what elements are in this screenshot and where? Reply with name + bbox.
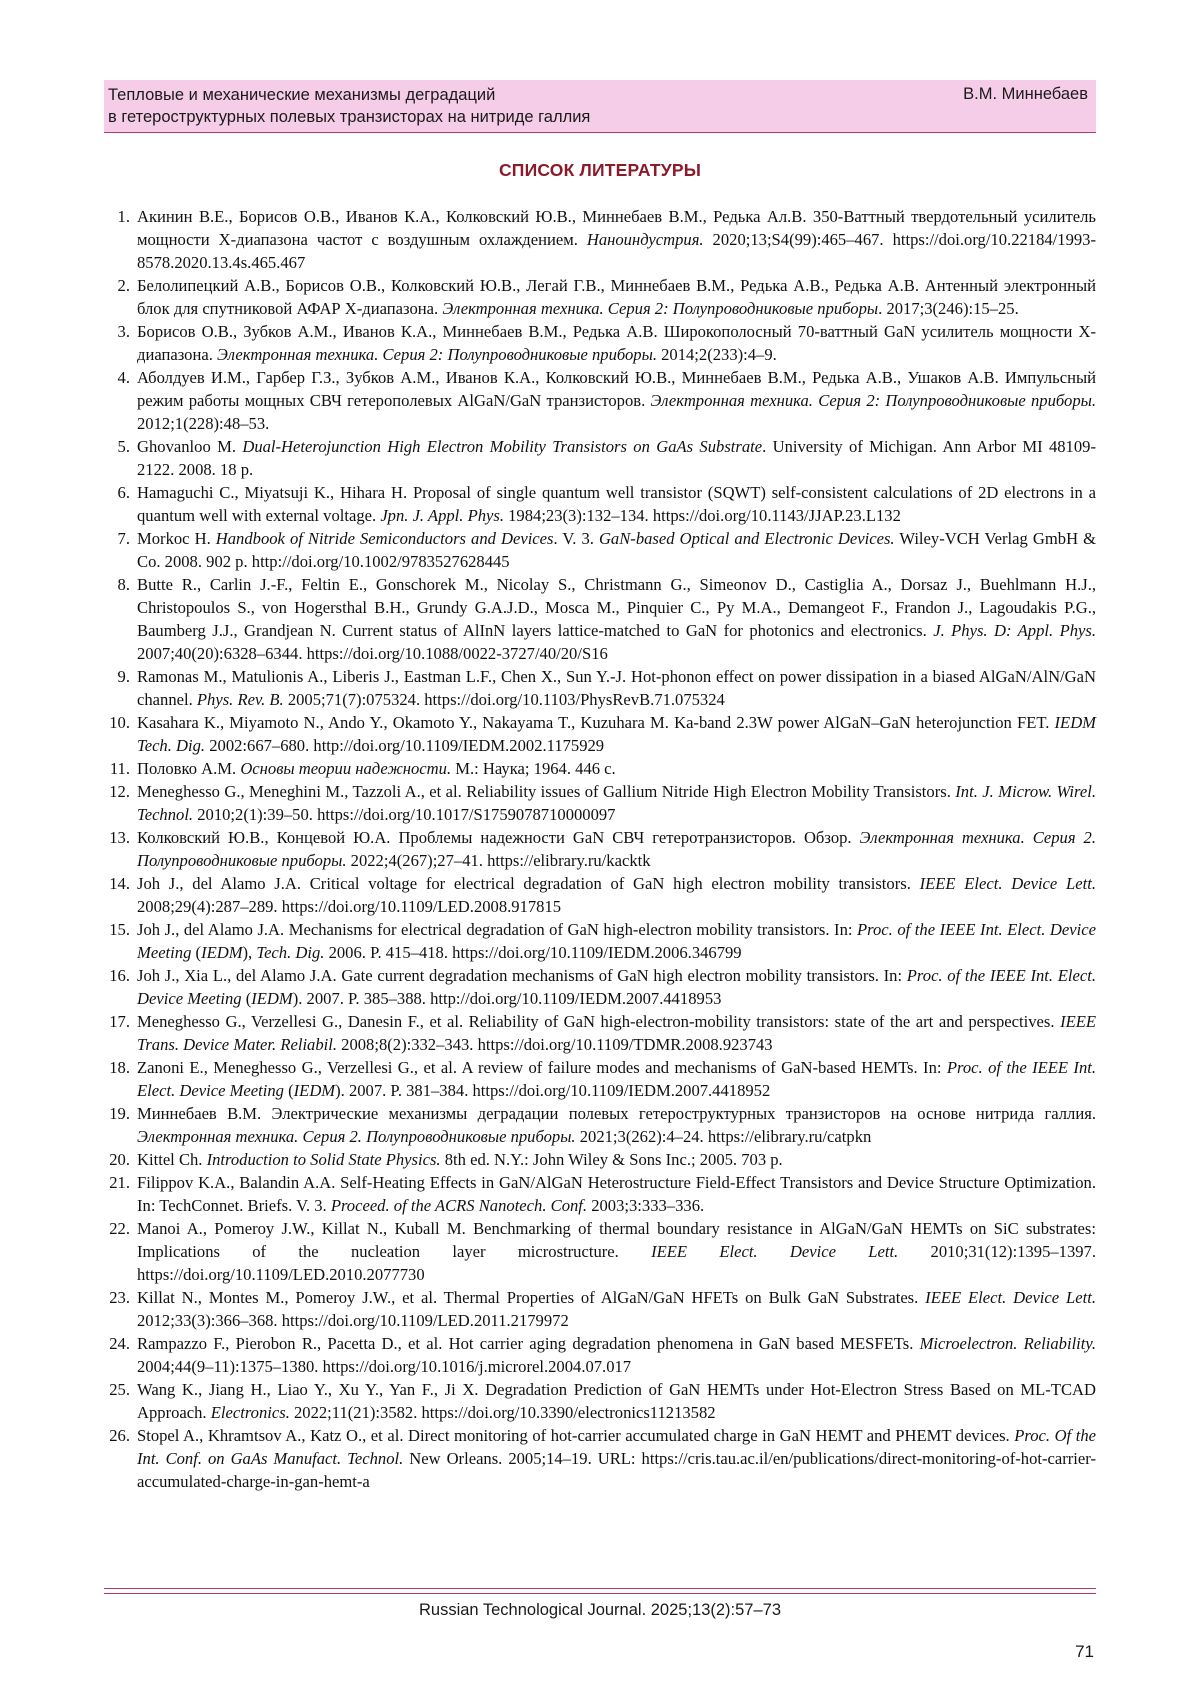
reference-text: Joh J., del Alamo J.A. Mechanisms for electrical degradation of GaN high-electron mobility transistors. In: Proc. of the IEEE Int. Elect. Device Meeting (IEDM), Tech. Dig. 2006. P. 415–418. https://doi.org/10.1109/IEDM.2006.346799 [137, 920, 1096, 962]
reference-number: 7. [117, 529, 130, 548]
reference-item [104, 1424, 1096, 1493]
reference-item [104, 573, 1096, 665]
reference-text: Ramonas M., Matulionis A., Liberis J., Eastman L.F., Chen X., Sun Y.-J. Hot-phonon effect on power dissipation in a biased AlGaN/AlN/GaN channel. Phys. Rev. B. 2005;71(7):075324. https://doi.org/10.1103/PhysRevB.71.075324 [137, 667, 1096, 709]
reference-text: Миннебаев В.М. Электрические механизмы деградации полевых гетероструктурных транзисторов на основе нитрида галлия. Электронная техника. Серия 2. Полупроводниковые приборы. 2021;3(262):4–24. https://elibrary.ru/catpkn [137, 1104, 1096, 1146]
reference-text: Manoi A., Pomeroy J.W., Killat N., Kuball M. Benchmarking of thermal boundary resistance in AlGaN/GaN HEMTs on SiC substrates: Implications of the nucleation layer microstructure. IEEE Elect. Device Lett. 2010;31(12):1395–1397. https://doi.org/10.1109/LED.2010.2077730 [137, 1219, 1096, 1284]
reference-item [104, 1102, 1096, 1148]
reference-text: Morkoc H. Handbook of Nitride Semiconductors and Devices. V. 3. GaN-based Optical and Electronic Devices. Wiley-VCH Verlag GmbH & Co. 2008. 902 p. http://doi.org/10.1002/9783527628445 [137, 529, 1097, 571]
reference-number: 23. [109, 1288, 130, 1307]
reference-item [104, 826, 1096, 872]
reference-number: 5. [117, 437, 130, 456]
reference-number: 17. [109, 1012, 130, 1031]
reference-text: Борисов О.В., Зубков А.М., Иванов К.А., Миннебаев В.М., Редька А.В. Широкополосный 70-ваттный GaN усилитель мощности Х-диапазона. Электронная техника. Серия 2: Полупроводниковые приборы. 2014;2(233):4–9. [137, 322, 1096, 364]
reference-number: 10. [109, 713, 130, 732]
reference-number: 9. [117, 667, 130, 686]
references-heading: СПИСОК ЛИТЕРАТУРЫ [498, 160, 702, 180]
reference-text: Filippov K.A., Balandin A.A. Self-Heating Effects in GaN/AlGaN Heterostructure Field-Effect Transistors and Device Structure Optimization. In: TechConnet. Briefs. V. 3. Proceed. of the ACRS Nanotech. Conf. 2003;3:333–336. [137, 1173, 1096, 1215]
reference-text: Kittel Ch. Introduction to Solid State Physics. 8th ed. N.Y.: John Wiley & Sons Inc.; 2005. 703 p. [137, 1150, 783, 1169]
header-title-line1: Тепловые и механические механизмы деградаций [108, 86, 496, 104]
reference-text: Joh J., del Alamo J.A. Critical voltage for electrical degradation of GaN high electron mobility transistors. IEEE Elect. Device Lett. 2008;29(4):287–289. https://doi.org/10.1109/LED.2008.917815 [137, 874, 1096, 916]
reference-text: Wang K., Jiang H., Liao Y., Xu Y., Yan F., Ji X. Degradation Prediction of GaN HEMTs under Hot-Electron Stress Based on ML-TCAD Approach. Electronics. 2022;11(21):3582. https://doi.org/10.3390/electronics11213582 [137, 1380, 1096, 1422]
reference-item [104, 964, 1096, 1010]
reference-number: 4. [117, 368, 130, 387]
reference-text: Акинин В.Е., Борисов О.В., Иванов К.А., Колковский Ю.В., Миннебаев В.М., Редька Ал.В. 350-Ваттный твердотельный усилитель мощности Х-диапазона частот с воздушным охлаждением. Наноиндустрия. 2020;13;S4(99):465–467. https://doi.org/10.22184/1993-8578.2020.13.4s.465.467 [137, 207, 1096, 272]
reference-number: 19. [109, 1104, 130, 1123]
reference-text: Meneghesso G., Meneghini M., Tazzoli A., et al. Reliability issues of Gallium Nitride High Electron Mobility Transistors. Int. J. Microw. Wirel. Technol. 2010;2(1):39–50. https://doi.org/10.1017/S1759078710000097 [137, 782, 1096, 824]
reference-text: Joh J., Xia L., del Alamo J.A. Gate current degradation mechanisms of GaN high electron mobility transistors. In: Proc. of the IEEE Int. Elect. Device Meeting (IEDM). 2007. P. 385–388. http://doi.org/10.1109/IEDM.2007.4418953 [137, 966, 1096, 1008]
reference-item [104, 757, 1096, 780]
running-header [104, 80, 1096, 133]
reference-item [104, 872, 1096, 918]
reference-item [104, 665, 1096, 711]
reference-number: 13. [109, 828, 130, 847]
reference-text: Killat N., Montes M., Pomeroy J.W., et al. Thermal Properties of AlGaN/GaN HFETs on Bulk GaN Substrates. IEEE Elect. Device Lett. 2012;33(3):366–368. https://doi.org/10.1109/LED.2011.2179972 [137, 1288, 1096, 1330]
header-author: В.М. Миннебаев [963, 85, 1088, 103]
reference-list [104, 205, 1096, 1493]
reference-item [104, 320, 1096, 366]
reference-item [104, 780, 1096, 826]
reference-text: Колковский Ю.В., Концевой Ю.А. Проблемы надежности GaN СВЧ гетеротранзисторов. Обзор. Электронная техника. Серия 2. Полупроводниковые приборы. 2022;4(267);27–41. https://elibrary.ru/kacktk [137, 828, 1096, 870]
reference-number: 20. [109, 1150, 130, 1169]
reference-text: Аболдуев И.М., Гарбер Г.З., Зубков А.М., Иванов К.А., Колковский Ю.В., Миннебаев В.М., Редька А.В., Ушаков А.В. Импульсный режим работы мощных СВЧ гетерополевых AlGaN/GaN транзисторов. Электронная техника. Серия 2: Полупроводниковые приборы. 2012;1(228):48–53. [137, 368, 1097, 433]
reference-text: Zanoni E., Meneghesso G., Verzellesi G., et al. A review of failure modes and mechanisms of GaN-based HEMTs. In: Proc. of the IEEE Int. Elect. Device Meeting (IEDM). 2007. P. 381–384. https://doi.org/10.1109/IEDM.2007.4418952 [137, 1058, 1096, 1100]
reference-number: 25. [109, 1380, 130, 1399]
reference-number: 18. [109, 1058, 130, 1077]
reference-text: Половко А.М. Основы теории надежности. М.: Наука; 1964. 446 с. [137, 759, 616, 778]
reference-number: 12. [109, 782, 130, 801]
reference-item [104, 1056, 1096, 1102]
reference-text: Kasahara K., Miyamoto N., Ando Y., Okamoto Y., Nakayama T., Kuzuhara M. Ka-band 2.3W power AlGaN–GaN heterojunction FET. IEDM Tech. Dig. 2002:667–680. http://doi.org/10.1109/IEDM.2002.1175929 [137, 713, 1096, 755]
reference-number: 8. [117, 575, 130, 594]
reference-number: 22. [109, 1219, 130, 1238]
reference-number: 15. [109, 920, 130, 939]
reference-item [104, 274, 1096, 320]
reference-item [104, 435, 1096, 481]
reference-number: 24. [109, 1334, 130, 1353]
reference-item [104, 1148, 1096, 1171]
reference-number: 16. [109, 966, 130, 985]
footer-journal-citation: Russian Technological Journal. 2025;13(2):57–73 [418, 1601, 782, 1619]
reference-text: Stopel A., Khramtsov A., Katz O., et al. Direct monitoring of hot-carrier accumulated charge in GaN HEMT and PHEMT devices. Proc. Of the Int. Conf. on GaAs Manufact. Technol. New Orleans. 2005;14–19. URL: https://cris.tau.ac.il/en/publications/direct-monitoring-of-hot-carrier-accumulated-charge-in-gan-hemt-a [137, 1426, 1096, 1491]
reference-text: Rampazzo F., Pierobon R., Pacetta D., et al. Hot carrier aging degradation phenomena in GaN based MESFETs. Microelectron. Reliability. 2004;44(9–11):1375–1380. https://doi.org/10.1016/j.microrel.2004.07.017 [137, 1334, 1096, 1376]
reference-number: 2. [117, 276, 130, 295]
reference-number: 3. [117, 322, 130, 341]
reference-item [104, 1217, 1096, 1286]
reference-text: Butte R., Carlin J.-F., Feltin E., Gonschorek M., Nicolay S., Christmann G., Simeonov D., Castiglia A., Dorsaz J., Buehlmann H.J., Christopoulos S., von Hogersthal B.H., Grundy G.A.J.D., Mosca M., Pinquier C., Py M.A., Demangeot F., Frandon J., Lagoudakis P.G., Baumberg J.J., Grandjean N. Current status of AlInN layers lattice-matched to GaN for photonics and electronics. J. Phys. D: Appl. Phys. 2007;40(20):6328–6344. https://doi.org/10.1088/0022-3727/40/20/S16 [137, 575, 1096, 663]
reference-item [104, 366, 1096, 435]
reference-item [104, 711, 1096, 757]
reference-item [104, 1378, 1096, 1424]
reference-text: Белолипецкий А.В., Борисов О.В., Колковский Ю.В., Легай Г.В., Миннебаев В.М., Редька А.В., Редька А.В. Антенный электронный блок для спутниковой АФАР Х-диапазона. Электронная техника. Серия 2: Полупроводниковые приборы. 2017;3(246):15–25. [137, 276, 1096, 318]
reference-number: 11. [109, 759, 130, 778]
reference-item [104, 918, 1096, 964]
reference-number: 21. [109, 1173, 130, 1192]
reference-item [104, 1332, 1096, 1378]
header-article-title [108, 84, 590, 128]
reference-number: 26. [109, 1426, 130, 1445]
reference-number: 6. [117, 483, 130, 502]
reference-item [104, 205, 1096, 274]
page-number: 71 [1075, 1642, 1094, 1661]
reference-item [104, 527, 1096, 573]
reference-number: 1. [117, 207, 130, 226]
footer-rule [104, 1588, 1096, 1589]
reference-item [104, 1171, 1096, 1217]
reference-text: Meneghesso G., Verzellesi G., Danesin F., et al. Reliability of GaN high-electron-mobility transistors: state of the art and perspectives. IEEE Trans. Device Mater. Reliabil. 2008;8(2):332–343. https://doi.org/10.1109/TDMR.2008.923743 [137, 1012, 1096, 1054]
header-title-line2: в гетероструктурных полевых транзисторах на нитриде галлия [108, 108, 591, 126]
reference-text: Hamaguchi C., Miyatsuji K., Hihara H. Proposal of single quantum well transistor (SQWT) self-consistent calculations of 2D electrons in a quantum well with external voltage. Jpn. J. Appl. Phys. 1984;23(3):132–134. https://doi.org/10.1143/JJAP.23.L132 [137, 483, 1096, 525]
reference-text: Ghovanloo M. Dual-Heterojunction High Electron Mobility Transistors on GaAs Substrate. University of Michigan. Ann Arbor MI 48109-2122. 2008. 18 p. [137, 437, 1096, 479]
reference-item [104, 481, 1096, 527]
reference-item [104, 1286, 1096, 1332]
reference-number: 14. [109, 874, 130, 893]
reference-item [104, 1010, 1096, 1056]
footer-rule-thin [104, 1593, 1096, 1594]
